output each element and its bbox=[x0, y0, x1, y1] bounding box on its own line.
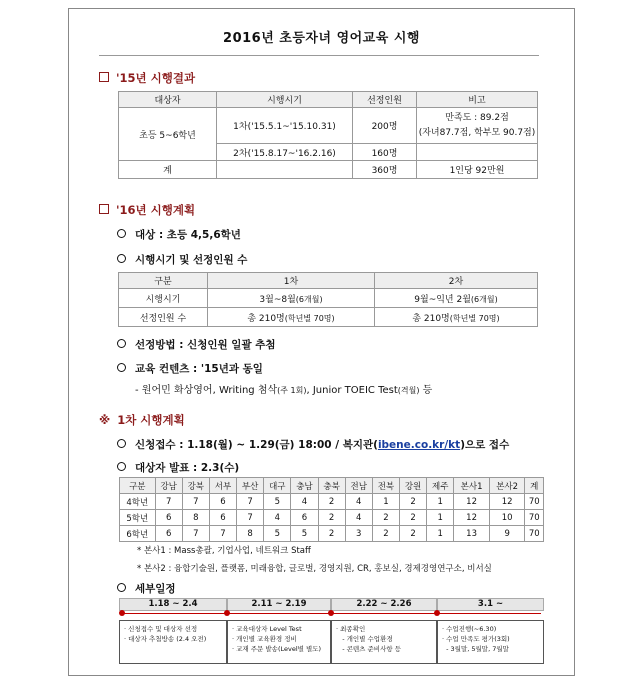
note-hq1: * 본사1 : Mass총괄, 기업사업, 네트워크 Staff bbox=[137, 546, 311, 556]
timeline-date-4: 3.1 ~ bbox=[437, 598, 544, 611]
timeline-box-2: · 교육대상자 Level Test · 개인별 교육환경 정비 · 교재 주문 발송(Level별 별도) bbox=[227, 620, 331, 664]
circle-bullet-icon bbox=[117, 439, 126, 448]
table-row: 6학년 6 7 7 8 5 5 2 3 2 2 1 13 9 70 bbox=[120, 526, 544, 542]
circle-bullet-icon bbox=[117, 583, 126, 592]
document-page bbox=[68, 8, 575, 676]
document-title: 2016년 초등자녀 영어교육 시행 bbox=[223, 31, 420, 46]
timeline-dot bbox=[434, 610, 440, 616]
target-line: 대상 : 초등 4,5,6학년 bbox=[117, 227, 241, 242]
timeline-box-4: · 수업진행(~6.30) · 수업 만족도 평가(3회) - 3월말, 5월말, 7월말 bbox=[437, 620, 544, 664]
timeline-dot bbox=[328, 610, 334, 616]
allocation-table bbox=[119, 477, 544, 542]
circle-bullet-icon bbox=[117, 363, 126, 372]
table-total-row: 계 360명 1인당 92만원 bbox=[119, 161, 538, 179]
plan-2016-table bbox=[118, 272, 538, 327]
square-bullet-icon bbox=[99, 72, 109, 82]
timeline-box-1: · 신청접수 및 대상자 선정 · 대상자 추첨방송 (2.4 오전) bbox=[119, 620, 227, 664]
table-row: 초등 5~6학년 1차('15.5.1~'15.10.31) 200명 만족도 : 89.2점 (자녀87.7점, 학부모 90.7점) bbox=[119, 108, 538, 144]
section-2016-plan-heading: '16년 시행계획 bbox=[99, 202, 195, 218]
title-divider bbox=[99, 55, 539, 56]
contents-detail: - 원어민 화상영어, Writing 첨삭(주 1회), Junior TOEIC Test(격월) 등 bbox=[135, 385, 433, 396]
table-row: 5학년 6 8 6 7 4 6 2 4 2 2 1 12 10 70 bbox=[120, 510, 544, 526]
table-row: 2차('15.8.17~'16.2.16) 160명 bbox=[119, 144, 538, 161]
table-row: 선정인원 수 총 210명(학년별 70명) 총 210명(학년별 70명) bbox=[119, 308, 538, 327]
table-header-row: 구분 1차 2차 bbox=[119, 273, 538, 289]
timeline-date-2: 2.11 ~ 2.19 bbox=[227, 598, 331, 611]
section-first-plan-heading: ※ 1차 시행계획 bbox=[99, 413, 185, 427]
timeline-dot bbox=[119, 610, 125, 616]
schedule-heading: 세부일정 bbox=[117, 581, 176, 596]
note-hq2: * 본사2 : 융합기술원, 플랫폼, 미래융합, 글로벌, 경영지원, CR, 홍보실, 경제경영연구소, 비서실 bbox=[137, 564, 492, 574]
contents-line: 교육 컨텐츠 : '15년과 동일 bbox=[117, 361, 263, 376]
target-cell: 초등 5~6학년 bbox=[119, 108, 217, 161]
table-header-row: 구분 강남 강북 서부 부산 대구 충남 충북 전남 전북 강원 제주 본사1 본사2 계 bbox=[120, 478, 544, 494]
table-row: 시행시기 3월~8월(6개월) 9월~익년 2월(6개월) bbox=[119, 289, 538, 308]
announce-line: 대상자 발표 : 2.3(수) bbox=[117, 460, 239, 475]
reference-mark: ※ bbox=[99, 413, 111, 427]
timeline-date-1: 1.18 ~ 2.4 bbox=[119, 598, 227, 611]
circle-bullet-icon bbox=[117, 254, 126, 263]
circle-bullet-icon bbox=[117, 339, 126, 348]
section-2015-results-heading: '15년 시행결과 bbox=[99, 70, 195, 86]
apply-line: 신청접수 : 1.18(월) ~ 1.29(금) 18:00 / 복지관(ibene.co.kr/kt)으로 접수 bbox=[117, 437, 509, 452]
welfare-site-link[interactable]: ibene.co.kr/kt bbox=[377, 439, 461, 451]
method-line: 선정방법 : 신청인원 일괄 추첨 bbox=[117, 337, 276, 352]
table-header-row: 대상자 시행시기 선정인원 비고 bbox=[119, 92, 538, 108]
square-bullet-icon bbox=[99, 204, 109, 214]
results-2015-table bbox=[118, 91, 538, 179]
timeline-dot bbox=[224, 610, 230, 616]
circle-bullet-icon bbox=[117, 462, 126, 471]
timeline-box-3: · 최종확인 - 개인별 수업환경 - 콘텐츠 준비사항 등 bbox=[331, 620, 437, 664]
timeline-date-3: 2.22 ~ 2.26 bbox=[331, 598, 437, 611]
period-heading: 시행시기 및 선정인원 수 bbox=[117, 252, 247, 267]
circle-bullet-icon bbox=[117, 229, 126, 238]
table-row: 4학년 7 7 6 7 5 4 2 4 1 2 1 12 12 70 bbox=[120, 494, 544, 510]
